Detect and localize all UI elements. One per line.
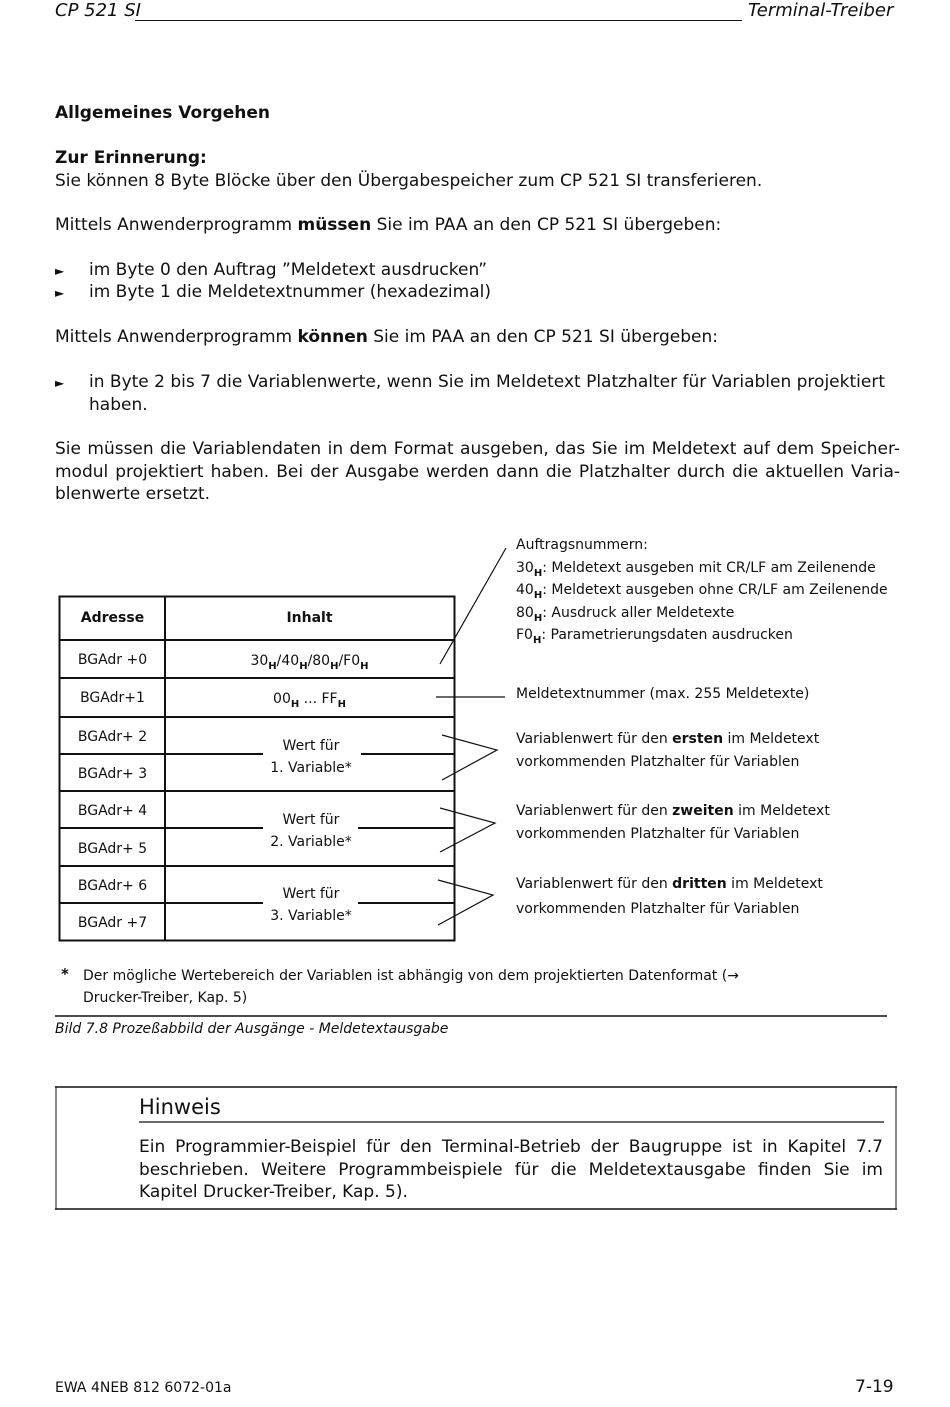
- bullet-icon: ►: [55, 264, 65, 278]
- address-cell: BGAdr+ 5: [77, 841, 148, 857]
- can-bullet-1: in Byte 2 bis 7 die Variablenwerte, wenn Sie im Meldetext Platzhalter für Variablen projektiert haben.: [89, 372, 885, 415]
- address-cell: BGAdr+ 2: [77, 729, 148, 745]
- address-cell: BGAdr+ 3: [77, 766, 148, 782]
- note-text: Ein Programmier-Beispiel für den Terminal-Betrieb der Baugruppe ist in Kapitel 7.7 beschrieben. Weitere Programmbeispiele für die Meldetextausgabe finden Sie im Kapitel Drucker-Treiber, Kap. 5).: [139, 1137, 883, 1202]
- must-bold: müssen: [297, 215, 372, 235]
- orders-annotation: Auftragsnummern: $30_H$: Meldetext ausgeben mit CR/LF am Zeilenende $40_H$: Meldetext ausgeben ohne CR/LF am Zeilenende $80_H$: Ausdruck aller Meldetexte $F0_H$: Parametrierungsdaten ausdrucken: [516, 537, 888, 646]
- must-after: Sie im PAA an den CP 521 SI übergeben:: [371, 215, 722, 235]
- col-address: Adresse: [80, 610, 145, 626]
- address-cell: BGAdr+ 4: [77, 803, 148, 819]
- page-number: 7-19: [855, 1377, 894, 1397]
- note-title: Hinweis: [139, 1095, 221, 1119]
- variable-1-annotation: Variablenwert für den ersten im Meldetext vorkommenden Platzhalter für Variablen: [516, 731, 820, 770]
- footnote-text: Der mögliche Wertebereich der Variablen ist abhängig von dem projektierten Datenformat (→ Drucker-Treiber, Kap. 5): [83, 968, 739, 1006]
- reminder-text: Sie können 8 Byte Blöcke über den Übergabespeicher zum CP 521 SI transferieren.: [55, 171, 763, 191]
- format-paragraph: Sie müssen die Variablendaten in dem Format ausgeben, das Sie im Meldetext auf dem Speicher-modul projektiert haben. Bei der Ausgabe werden dann die Platzhalter durch die aktuellen Varia-blenwerte ersetzt.: [55, 439, 900, 504]
- content-variable-2: Wert für 2. Variable*: [270, 812, 352, 850]
- can-after: Sie im PAA an den CP 521 SI übergeben:: [367, 327, 718, 347]
- content-variable-1: Wert für 1. Variable*: [270, 738, 352, 776]
- can-bold: können: [297, 327, 368, 347]
- content-order-codes: $30_H/40_H/80_H/F0_H$: [250, 653, 369, 672]
- must-before: Mittels Anwenderprogramm: [55, 215, 298, 235]
- header-right: Terminal-Treiber: [748, 0, 894, 21]
- figure-caption: Bild 7.8 Prozeßabbild der Ausgänge - Meldetextausgabe: [55, 1021, 449, 1037]
- message-number-annotation: Meldetextnummer (max. 255 Meldetexte): [516, 686, 810, 702]
- address-cell: BGAdr+1: [80, 690, 145, 706]
- section-heading: Allgemeines Vorgehen: [55, 103, 270, 123]
- reminder-label: Zur Erinnerung:: [55, 148, 207, 168]
- footer-left: EWA 4NEB 812 6072-01a: [55, 1380, 232, 1396]
- col-content: Inhalt: [286, 610, 333, 626]
- address-cell: BGAdr +7: [77, 915, 148, 931]
- address-cell: BGAdr +0: [77, 652, 148, 668]
- bullet-icon: ►: [55, 376, 65, 390]
- bullet-icon: ►: [55, 286, 65, 300]
- content-message-number: $00_H$ ... $FF_H$: [273, 691, 346, 710]
- variable-3-annotation: Variablenwert für den dritten im Meldetext vorkommenden Platzhalter für Variablen: [516, 876, 823, 917]
- variable-2-annotation: Variablenwert für den zweiten im Meldetext vorkommenden Platzhalter für Variablen: [516, 803, 830, 842]
- footnote-mark: *: [61, 965, 69, 983]
- header-left: CP 521 SI: [55, 0, 141, 21]
- must-bullet-2: im Byte 1 die Meldetextnummer (hexadezimal): [89, 282, 491, 302]
- can-before: Mittels Anwenderprogramm: [55, 327, 298, 347]
- address-cell: BGAdr+ 6: [77, 878, 148, 894]
- must-bullet-1: im Byte 0 den Auftrag ”Meldetext ausdrucken”: [89, 260, 488, 280]
- content-variable-3: Wert für 3. Variable*: [270, 886, 352, 924]
